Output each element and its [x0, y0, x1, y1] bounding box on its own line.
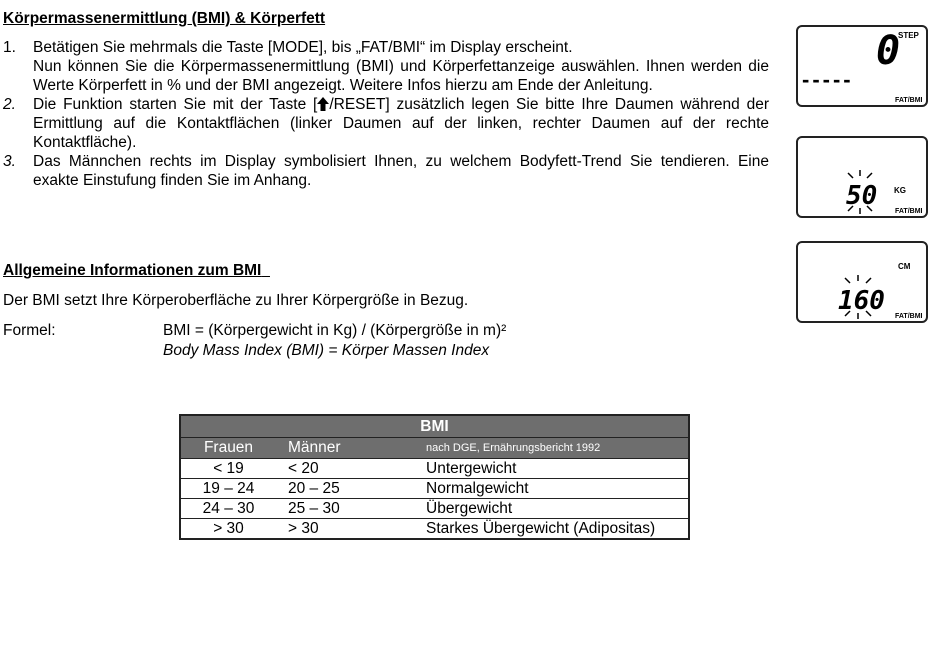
display-unit: CM: [898, 262, 911, 271]
cell-women: > 30: [180, 519, 276, 540]
display-digits: 160: [838, 286, 885, 316]
cell-women: < 19: [180, 459, 276, 479]
display-dashes: -----: [802, 67, 854, 92]
formula-label: Formel:: [3, 322, 56, 339]
formula-expansion: Body Mass Index (BMI) = Körper Massen Index: [163, 342, 490, 359]
cell-women: 19 – 24: [180, 479, 276, 499]
display-digits: 50: [846, 181, 878, 211]
display-unit: KG: [894, 186, 906, 195]
table-header-row: [180, 438, 689, 459]
bmi-intro: Der BMI setzt Ihre Körperoberfläche zu Ihrer Körpergröße in Bezug.: [3, 292, 469, 309]
display-mode: FAT/BMI: [895, 313, 923, 320]
lcd-display-step: [796, 25, 928, 107]
step-2: [3, 95, 769, 152]
display-mode: FAT/BMI: [895, 208, 923, 215]
bmi-table: [179, 414, 690, 540]
lcd-display-weight: [796, 136, 928, 218]
table-title: BMI: [180, 415, 689, 438]
table-row: [180, 499, 689, 519]
table-row: [180, 459, 689, 479]
lcd-display-height: [796, 241, 928, 323]
header-women: Frauen: [180, 438, 276, 459]
cell-men: < 20: [276, 459, 418, 479]
step-number: 3.: [3, 153, 16, 170]
table-row: [180, 519, 689, 540]
header-source: nach DGE, Ernährungsbericht 1992: [418, 438, 689, 459]
display-graphic: [798, 27, 926, 105]
cell-women: 24 – 30: [180, 499, 276, 519]
cell-men: 25 – 30: [276, 499, 418, 519]
cell-category: Normalgewicht: [418, 479, 689, 499]
step-number: 1.: [3, 39, 16, 56]
display-digit: 0: [876, 28, 901, 74]
cell-category: Übergewicht: [418, 499, 689, 519]
section-heading-bmi-fat: Körpermassenermittlung (BMI) & Körperfett: [3, 10, 326, 27]
up-arrow-icon: [317, 97, 329, 111]
formula: BMI = (Körpergewicht in Kg) / (Körpergröße in m)²: [163, 322, 507, 339]
step-text-continued: Nun können Sie die Körpermassenermittlung (BMI) und Körperfettanzeige auswählen. Ihnen werden die Werte Körperfett in % und der BMI angezeigt. Weitere Infos hierzu am Ende der Anleitung.: [33, 58, 769, 94]
cell-category: Starkes Übergewicht (Adipositas): [418, 519, 689, 540]
display-graphic: [798, 138, 926, 216]
instruction-steps: [3, 38, 769, 190]
step-text: Betätigen Sie mehrmals die Taste [MODE], bis „FAT/BMI“ im Display erscheint.: [33, 39, 573, 56]
cell-men: > 30: [276, 519, 418, 540]
step-text: Das Männchen rechts im Display symbolisiert Ihnen, zu welchem Bodyfett-Trend Sie tendieren. Eine exakte Einstufung finden Sie im Anhang.: [33, 153, 769, 189]
cell-category: Untergewicht: [418, 459, 689, 479]
table-row: [180, 479, 689, 499]
display-unit: STEP: [898, 31, 919, 40]
cell-men: 20 – 25: [276, 479, 418, 499]
display-graphic: [798, 243, 926, 321]
header-men: Männer: [276, 438, 418, 459]
step-number: 2.: [3, 96, 16, 113]
step-text: Die Funktion starten Sie mit der Taste [ /RESET] zusätzlich legen Sie bitte Ihre Daumen während der Ermittlung auf die Kontaktflächen (linker Daumen auf der linken, rechter Daumen auf der rechte Kontaktfläche).: [33, 96, 769, 151]
display-mode: FAT/BMI: [895, 97, 923, 104]
step-3: [3, 152, 769, 190]
step-1: [3, 38, 769, 95]
section-heading-bmi-info: Allgemeine Informationen zum BMI: [3, 262, 262, 279]
